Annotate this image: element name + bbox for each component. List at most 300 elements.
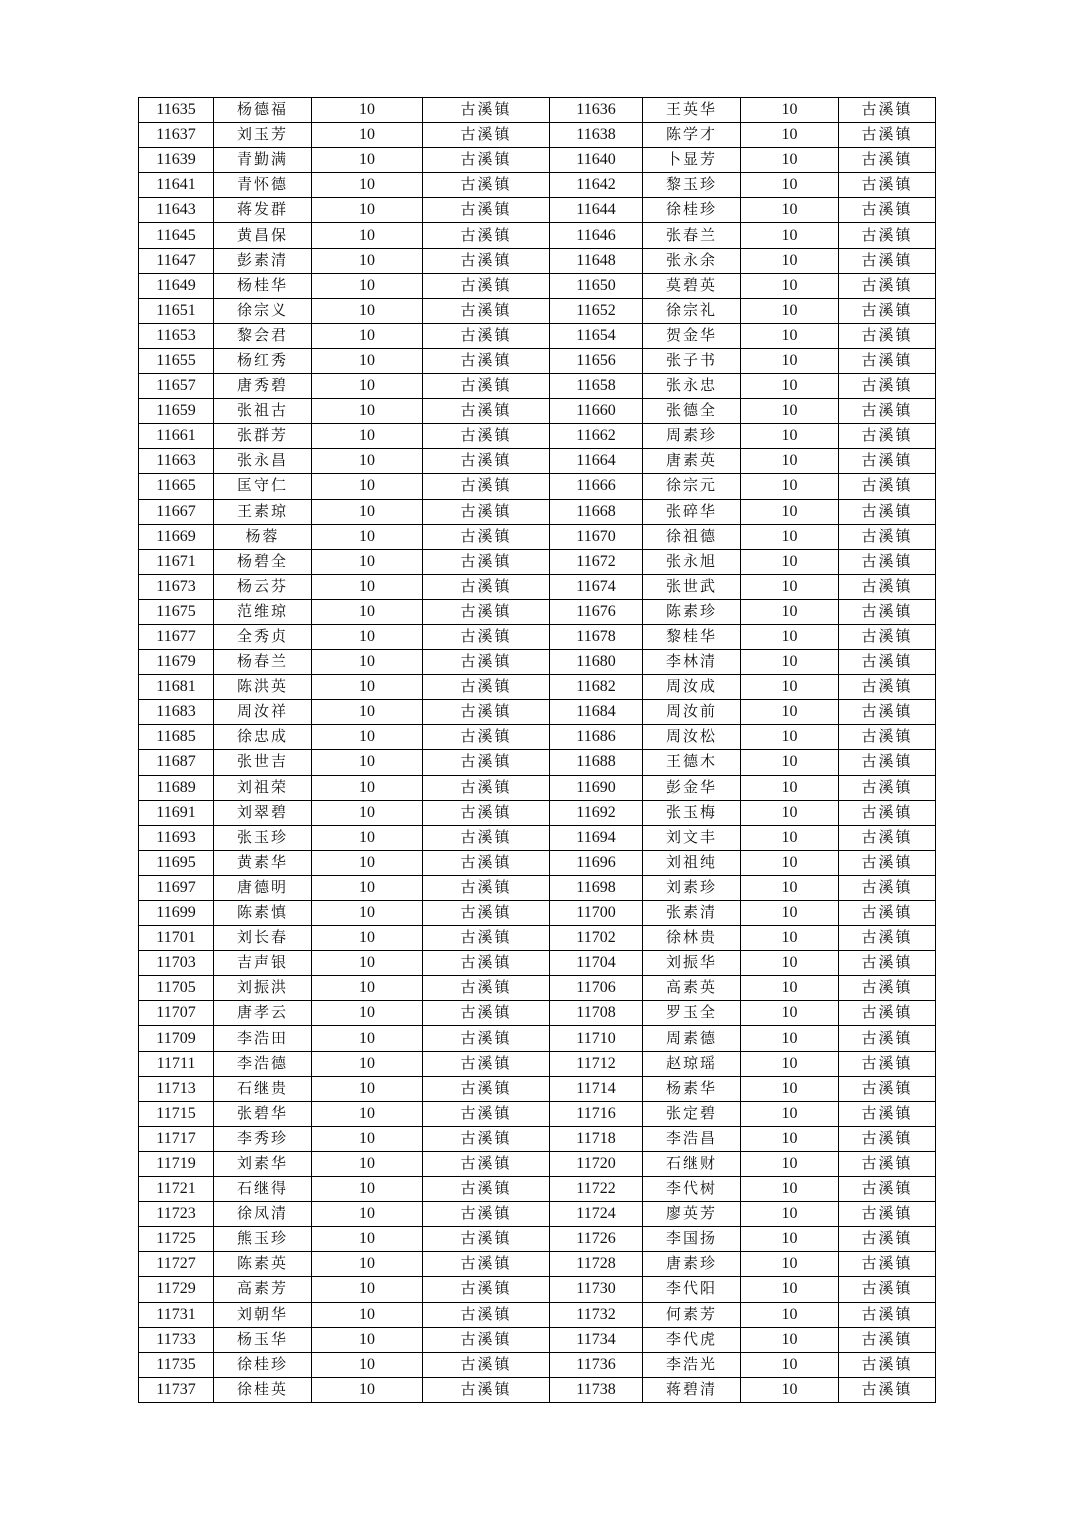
person-name-cell: 徐桂珍 xyxy=(214,1352,312,1377)
record-id-cell: 11716 xyxy=(550,1101,643,1126)
town-cell: 古溪镇 xyxy=(839,976,936,1001)
record-id-cell: 11728 xyxy=(550,1252,643,1277)
town-cell: 古溪镇 xyxy=(839,574,936,599)
town-cell: 古溪镇 xyxy=(423,424,550,449)
record-id-cell: 11737 xyxy=(139,1377,214,1402)
town-cell: 古溪镇 xyxy=(423,1151,550,1176)
person-name-cell: 李林清 xyxy=(643,650,741,675)
town-cell: 古溪镇 xyxy=(423,1302,550,1327)
table-row xyxy=(139,524,936,549)
person-name-cell: 刘玉芳 xyxy=(214,123,312,148)
record-id-cell: 11710 xyxy=(550,1026,643,1051)
amount-cell: 10 xyxy=(312,574,423,599)
amount-cell: 10 xyxy=(312,875,423,900)
person-name-cell: 张永昌 xyxy=(214,449,312,474)
amount-cell: 10 xyxy=(312,1076,423,1101)
person-name-cell: 高素芳 xyxy=(214,1277,312,1302)
town-cell: 古溪镇 xyxy=(423,951,550,976)
record-id-cell: 11652 xyxy=(550,298,643,323)
person-name-cell: 张群芳 xyxy=(214,424,312,449)
table-row xyxy=(139,750,936,775)
town-cell: 古溪镇 xyxy=(839,901,936,926)
table-row xyxy=(139,1352,936,1377)
table-row xyxy=(139,123,936,148)
record-id-cell: 11699 xyxy=(139,901,214,926)
table-row xyxy=(139,599,936,624)
amount-cell: 10 xyxy=(741,1352,839,1377)
person-name-cell: 唐孝云 xyxy=(214,1001,312,1026)
town-cell: 古溪镇 xyxy=(423,1026,550,1051)
amount-cell: 10 xyxy=(741,549,839,574)
amount-cell: 10 xyxy=(312,1302,423,1327)
amount-cell: 10 xyxy=(312,700,423,725)
record-id-cell: 11730 xyxy=(550,1277,643,1302)
person-name-cell: 罗玉全 xyxy=(643,1001,741,1026)
town-cell: 古溪镇 xyxy=(423,1377,550,1402)
amount-cell: 10 xyxy=(312,976,423,1001)
person-name-cell: 彭金华 xyxy=(643,775,741,800)
person-name-cell: 陈洪英 xyxy=(214,675,312,700)
person-name-cell: 刘祖荣 xyxy=(214,775,312,800)
amount-cell: 10 xyxy=(312,775,423,800)
record-id-cell: 11660 xyxy=(550,399,643,424)
amount-cell: 10 xyxy=(741,1101,839,1126)
table-row xyxy=(139,1327,936,1352)
amount-cell: 10 xyxy=(741,273,839,298)
amount-cell: 10 xyxy=(741,223,839,248)
amount-cell: 10 xyxy=(312,951,423,976)
record-id-cell: 11665 xyxy=(139,474,214,499)
record-id-cell: 11635 xyxy=(139,98,214,123)
amount-cell: 10 xyxy=(312,926,423,951)
amount-cell: 10 xyxy=(741,574,839,599)
amount-cell: 10 xyxy=(312,1151,423,1176)
person-name-cell: 唐素珍 xyxy=(643,1252,741,1277)
town-cell: 古溪镇 xyxy=(423,599,550,624)
person-name-cell: 全秀贞 xyxy=(214,624,312,649)
amount-cell: 10 xyxy=(312,1001,423,1026)
table-row xyxy=(139,1151,936,1176)
amount-cell: 10 xyxy=(741,1126,839,1151)
record-id-cell: 11640 xyxy=(550,148,643,173)
record-id-cell: 11684 xyxy=(550,700,643,725)
record-id-cell: 11659 xyxy=(139,399,214,424)
table-row xyxy=(139,1252,936,1277)
person-name-cell: 徐凤清 xyxy=(214,1202,312,1227)
amount-cell: 10 xyxy=(312,148,423,173)
table-row xyxy=(139,1277,936,1302)
amount-cell: 10 xyxy=(741,1051,839,1076)
town-cell: 古溪镇 xyxy=(839,524,936,549)
person-name-cell: 周汝松 xyxy=(643,725,741,750)
record-id-cell: 11738 xyxy=(550,1377,643,1402)
person-name-cell: 黎会君 xyxy=(214,323,312,348)
person-name-cell: 杨云芬 xyxy=(214,574,312,599)
record-id-cell: 11639 xyxy=(139,148,214,173)
town-cell: 古溪镇 xyxy=(423,474,550,499)
person-name-cell: 廖英芳 xyxy=(643,1202,741,1227)
town-cell: 古溪镇 xyxy=(839,800,936,825)
person-name-cell: 陈学才 xyxy=(643,123,741,148)
table-row xyxy=(139,148,936,173)
record-id-cell: 11642 xyxy=(550,173,643,198)
person-name-cell: 匡守仁 xyxy=(214,474,312,499)
record-id-cell: 11714 xyxy=(550,1076,643,1101)
person-name-cell: 蒋发群 xyxy=(214,198,312,223)
town-cell: 古溪镇 xyxy=(839,1377,936,1402)
record-id-cell: 11646 xyxy=(550,223,643,248)
town-cell: 古溪镇 xyxy=(423,524,550,549)
record-id-cell: 11638 xyxy=(550,123,643,148)
person-name-cell: 黄昌保 xyxy=(214,223,312,248)
record-id-cell: 11669 xyxy=(139,524,214,549)
amount-cell: 10 xyxy=(312,850,423,875)
person-name-cell: 徐桂珍 xyxy=(643,198,741,223)
person-name-cell: 张碎华 xyxy=(643,499,741,524)
town-cell: 古溪镇 xyxy=(839,499,936,524)
table-row xyxy=(139,399,936,424)
amount-cell: 10 xyxy=(741,173,839,198)
town-cell: 古溪镇 xyxy=(423,148,550,173)
table-row xyxy=(139,624,936,649)
table-row xyxy=(139,1001,936,1026)
person-name-cell: 卜显芳 xyxy=(643,148,741,173)
person-name-cell: 张祖古 xyxy=(214,399,312,424)
table-row xyxy=(139,675,936,700)
person-name-cell: 周汝祥 xyxy=(214,700,312,725)
amount-cell: 10 xyxy=(741,399,839,424)
person-name-cell: 张春兰 xyxy=(643,223,741,248)
town-cell: 古溪镇 xyxy=(839,198,936,223)
town-cell: 古溪镇 xyxy=(423,725,550,750)
amount-cell: 10 xyxy=(741,499,839,524)
table-row xyxy=(139,198,936,223)
town-cell: 古溪镇 xyxy=(423,323,550,348)
record-id-cell: 11696 xyxy=(550,850,643,875)
person-name-cell: 陈素珍 xyxy=(643,599,741,624)
record-id-cell: 11679 xyxy=(139,650,214,675)
amount-cell: 10 xyxy=(312,323,423,348)
amount-cell: 10 xyxy=(312,675,423,700)
person-name-cell: 高素英 xyxy=(643,976,741,1001)
record-id-cell: 11693 xyxy=(139,825,214,850)
record-id-cell: 11636 xyxy=(550,98,643,123)
person-name-cell: 刘长春 xyxy=(214,926,312,951)
record-id-cell: 11650 xyxy=(550,273,643,298)
person-name-cell: 刘素珍 xyxy=(643,875,741,900)
person-name-cell: 徐宗元 xyxy=(643,474,741,499)
person-name-cell: 石继贵 xyxy=(214,1076,312,1101)
person-name-cell: 蒋碧清 xyxy=(643,1377,741,1402)
town-cell: 古溪镇 xyxy=(839,850,936,875)
record-id-cell: 11643 xyxy=(139,198,214,223)
record-id-cell: 11729 xyxy=(139,1277,214,1302)
town-cell: 古溪镇 xyxy=(423,1126,550,1151)
record-id-cell: 11695 xyxy=(139,850,214,875)
town-cell: 古溪镇 xyxy=(423,223,550,248)
person-name-cell: 石继得 xyxy=(214,1177,312,1202)
amount-cell: 10 xyxy=(741,198,839,223)
amount-cell: 10 xyxy=(741,148,839,173)
record-id-cell: 11718 xyxy=(550,1126,643,1151)
amount-cell: 10 xyxy=(741,926,839,951)
table-row xyxy=(139,901,936,926)
person-name-cell: 李浩光 xyxy=(643,1352,741,1377)
record-id-cell: 11715 xyxy=(139,1101,214,1126)
amount-cell: 10 xyxy=(741,599,839,624)
town-cell: 古溪镇 xyxy=(423,549,550,574)
person-name-cell: 王素琼 xyxy=(214,499,312,524)
record-id-cell: 11727 xyxy=(139,1252,214,1277)
record-id-cell: 11675 xyxy=(139,599,214,624)
town-cell: 古溪镇 xyxy=(423,1051,550,1076)
amount-cell: 10 xyxy=(741,98,839,123)
amount-cell: 10 xyxy=(741,700,839,725)
amount-cell: 10 xyxy=(312,424,423,449)
town-cell: 古溪镇 xyxy=(423,1076,550,1101)
town-cell: 古溪镇 xyxy=(839,700,936,725)
table-row xyxy=(139,850,936,875)
town-cell: 古溪镇 xyxy=(839,549,936,574)
amount-cell: 10 xyxy=(312,1177,423,1202)
table-row xyxy=(139,474,936,499)
town-cell: 古溪镇 xyxy=(423,825,550,850)
amount-cell: 10 xyxy=(741,1277,839,1302)
amount-cell: 10 xyxy=(312,348,423,373)
amount-cell: 10 xyxy=(312,750,423,775)
person-name-cell: 唐德明 xyxy=(214,875,312,900)
person-name-cell: 李浩德 xyxy=(214,1051,312,1076)
amount-cell: 10 xyxy=(312,599,423,624)
record-id-cell: 11685 xyxy=(139,725,214,750)
amount-cell: 10 xyxy=(312,1277,423,1302)
amount-cell: 10 xyxy=(741,850,839,875)
table-row xyxy=(139,976,936,1001)
amount-cell: 10 xyxy=(741,1302,839,1327)
record-id-cell: 11701 xyxy=(139,926,214,951)
town-cell: 古溪镇 xyxy=(839,875,936,900)
person-name-cell: 彭素清 xyxy=(214,248,312,273)
town-cell: 古溪镇 xyxy=(839,599,936,624)
person-name-cell: 赵琼瑶 xyxy=(643,1051,741,1076)
record-id-cell: 11655 xyxy=(139,348,214,373)
town-cell: 古溪镇 xyxy=(839,474,936,499)
town-cell: 古溪镇 xyxy=(423,800,550,825)
town-cell: 古溪镇 xyxy=(839,951,936,976)
person-name-cell: 石继财 xyxy=(643,1151,741,1176)
town-cell: 古溪镇 xyxy=(423,976,550,1001)
table-row xyxy=(139,951,936,976)
person-name-cell: 周汝前 xyxy=(643,700,741,725)
town-cell: 古溪镇 xyxy=(839,1151,936,1176)
town-cell: 古溪镇 xyxy=(423,1352,550,1377)
record-id-cell: 11664 xyxy=(550,449,643,474)
person-name-cell: 刘振洪 xyxy=(214,976,312,1001)
town-cell: 古溪镇 xyxy=(839,825,936,850)
amount-cell: 10 xyxy=(741,1151,839,1176)
record-id-cell: 11682 xyxy=(550,675,643,700)
record-id-cell: 11661 xyxy=(139,424,214,449)
record-id-cell: 11731 xyxy=(139,1302,214,1327)
record-id-cell: 11645 xyxy=(139,223,214,248)
table-row xyxy=(139,775,936,800)
person-name-cell: 张定碧 xyxy=(643,1101,741,1126)
town-cell: 古溪镇 xyxy=(423,123,550,148)
town-cell: 古溪镇 xyxy=(839,675,936,700)
record-id-cell: 11726 xyxy=(550,1227,643,1252)
person-name-cell: 李浩田 xyxy=(214,1026,312,1051)
record-id-cell: 11720 xyxy=(550,1151,643,1176)
table-row xyxy=(139,1377,936,1402)
person-name-cell: 吉声银 xyxy=(214,951,312,976)
amount-cell: 10 xyxy=(741,1252,839,1277)
person-name-cell: 张世吉 xyxy=(214,750,312,775)
record-id-cell: 11713 xyxy=(139,1076,214,1101)
person-name-cell: 周素珍 xyxy=(643,424,741,449)
town-cell: 古溪镇 xyxy=(423,1227,550,1252)
person-name-cell: 黎玉珍 xyxy=(643,173,741,198)
record-id-cell: 11687 xyxy=(139,750,214,775)
amount-cell: 10 xyxy=(741,750,839,775)
person-name-cell: 张玉珍 xyxy=(214,825,312,850)
person-name-cell: 杨春兰 xyxy=(214,650,312,675)
person-name-cell: 陈素英 xyxy=(214,1252,312,1277)
amount-cell: 10 xyxy=(741,825,839,850)
record-id-cell: 11706 xyxy=(550,976,643,1001)
table-row xyxy=(139,98,936,123)
amount-cell: 10 xyxy=(741,449,839,474)
amount-cell: 10 xyxy=(312,1252,423,1277)
record-id-cell: 11734 xyxy=(550,1327,643,1352)
town-cell: 古溪镇 xyxy=(839,1202,936,1227)
table-row xyxy=(139,1302,936,1327)
town-cell: 古溪镇 xyxy=(839,399,936,424)
person-name-cell: 李代树 xyxy=(643,1177,741,1202)
town-cell: 古溪镇 xyxy=(839,348,936,373)
record-id-cell: 11637 xyxy=(139,123,214,148)
town-cell: 古溪镇 xyxy=(839,926,936,951)
amount-cell: 10 xyxy=(741,1202,839,1227)
person-name-cell: 张德全 xyxy=(643,399,741,424)
amount-cell: 10 xyxy=(312,1377,423,1402)
town-cell: 古溪镇 xyxy=(839,1252,936,1277)
amount-cell: 10 xyxy=(312,1227,423,1252)
record-id-cell: 11698 xyxy=(550,875,643,900)
record-id-cell: 11672 xyxy=(550,549,643,574)
town-cell: 古溪镇 xyxy=(423,750,550,775)
record-id-cell: 11653 xyxy=(139,323,214,348)
town-cell: 古溪镇 xyxy=(423,675,550,700)
record-id-cell: 11649 xyxy=(139,273,214,298)
table-row xyxy=(139,1076,936,1101)
amount-cell: 10 xyxy=(312,1352,423,1377)
table-row xyxy=(139,248,936,273)
amount-cell: 10 xyxy=(312,1202,423,1227)
person-name-cell: 唐素英 xyxy=(643,449,741,474)
amount-cell: 10 xyxy=(741,800,839,825)
town-cell: 古溪镇 xyxy=(839,1177,936,1202)
table-row xyxy=(139,298,936,323)
record-id-cell: 11681 xyxy=(139,675,214,700)
town-cell: 古溪镇 xyxy=(423,449,550,474)
table-row xyxy=(139,1126,936,1151)
record-id-cell: 11666 xyxy=(550,474,643,499)
record-id-cell: 11677 xyxy=(139,624,214,649)
amount-cell: 10 xyxy=(312,374,423,399)
town-cell: 古溪镇 xyxy=(839,1051,936,1076)
record-id-cell: 11703 xyxy=(139,951,214,976)
person-name-cell: 王英华 xyxy=(643,98,741,123)
record-id-cell: 11690 xyxy=(550,775,643,800)
person-name-cell: 李国扬 xyxy=(643,1227,741,1252)
record-id-cell: 11711 xyxy=(139,1051,214,1076)
person-name-cell: 杨桂华 xyxy=(214,273,312,298)
town-cell: 古溪镇 xyxy=(423,348,550,373)
town-cell: 古溪镇 xyxy=(839,248,936,273)
town-cell: 古溪镇 xyxy=(839,223,936,248)
amount-cell: 10 xyxy=(741,624,839,649)
person-name-cell: 陈素慎 xyxy=(214,901,312,926)
table-row xyxy=(139,499,936,524)
town-cell: 古溪镇 xyxy=(423,1252,550,1277)
person-name-cell: 青怀德 xyxy=(214,173,312,198)
record-id-cell: 11686 xyxy=(550,725,643,750)
record-id-cell: 11697 xyxy=(139,875,214,900)
town-cell: 古溪镇 xyxy=(423,700,550,725)
recipient-table xyxy=(138,97,936,1403)
amount-cell: 10 xyxy=(312,825,423,850)
amount-cell: 10 xyxy=(312,273,423,298)
town-cell: 古溪镇 xyxy=(839,725,936,750)
table-row xyxy=(139,374,936,399)
amount-cell: 10 xyxy=(741,1327,839,1352)
record-id-cell: 11732 xyxy=(550,1302,643,1327)
table-row xyxy=(139,549,936,574)
amount-cell: 10 xyxy=(741,1001,839,1026)
record-id-cell: 11654 xyxy=(550,323,643,348)
town-cell: 古溪镇 xyxy=(839,173,936,198)
record-id-cell: 11683 xyxy=(139,700,214,725)
record-id-cell: 11694 xyxy=(550,825,643,850)
person-name-cell: 李秀珍 xyxy=(214,1126,312,1151)
table-row xyxy=(139,700,936,725)
record-id-cell: 11647 xyxy=(139,248,214,273)
town-cell: 古溪镇 xyxy=(423,850,550,875)
record-id-cell: 11648 xyxy=(550,248,643,273)
table-row xyxy=(139,1202,936,1227)
town-cell: 古溪镇 xyxy=(839,1277,936,1302)
amount-cell: 10 xyxy=(741,424,839,449)
town-cell: 古溪镇 xyxy=(423,248,550,273)
record-id-cell: 11707 xyxy=(139,1001,214,1026)
amount-cell: 10 xyxy=(741,1227,839,1252)
person-name-cell: 张子书 xyxy=(643,348,741,373)
record-id-cell: 11692 xyxy=(550,800,643,825)
record-id-cell: 11725 xyxy=(139,1227,214,1252)
town-cell: 古溪镇 xyxy=(423,926,550,951)
amount-cell: 10 xyxy=(741,875,839,900)
town-cell: 古溪镇 xyxy=(423,273,550,298)
person-name-cell: 杨玉华 xyxy=(214,1327,312,1352)
amount-cell: 10 xyxy=(741,1177,839,1202)
person-name-cell: 熊玉珍 xyxy=(214,1227,312,1252)
town-cell: 古溪镇 xyxy=(839,123,936,148)
person-name-cell: 李代阳 xyxy=(643,1277,741,1302)
town-cell: 古溪镇 xyxy=(839,273,936,298)
amount-cell: 10 xyxy=(741,248,839,273)
town-cell: 古溪镇 xyxy=(423,1277,550,1302)
record-id-cell: 11667 xyxy=(139,499,214,524)
